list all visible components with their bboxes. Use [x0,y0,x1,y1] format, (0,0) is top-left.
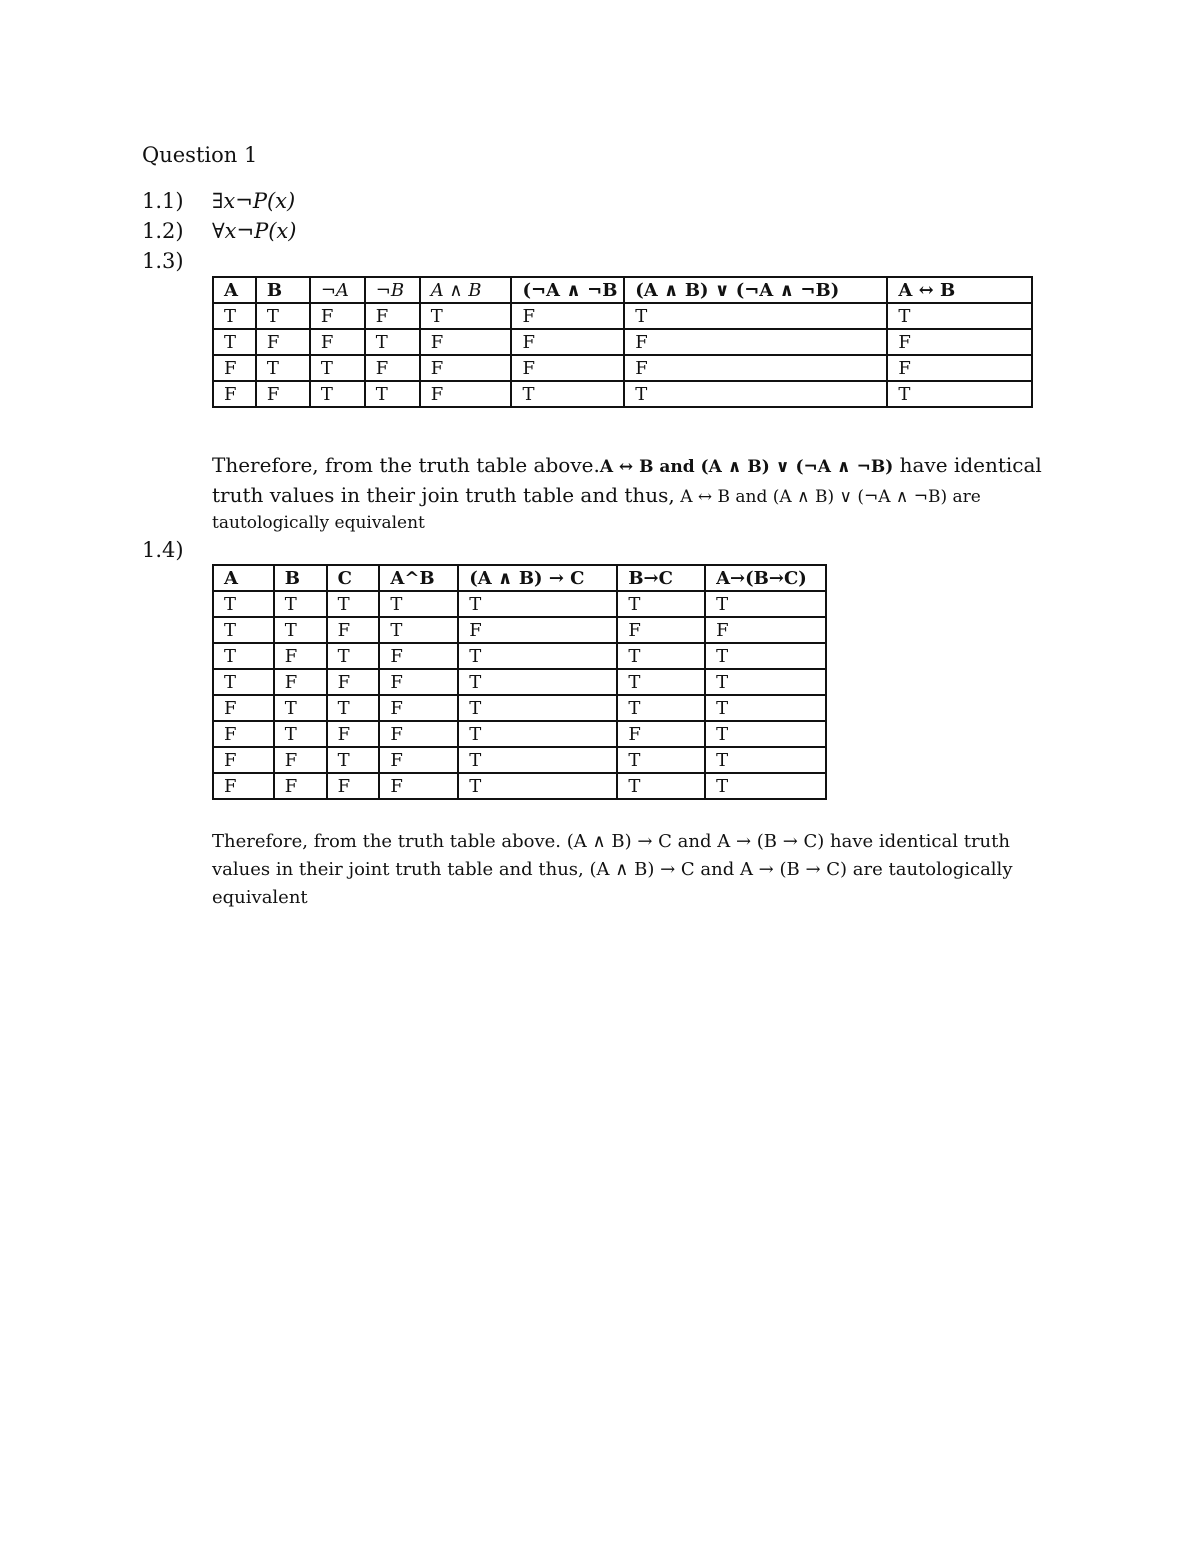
table1-cell: T [887,381,1032,407]
table2-header-cell: A [213,565,274,591]
conclusion-2-line-1: Therefore, from the truth table above. (A ∧ B) → C and A → (B → C) have identical truth [212,831,1010,852]
table1-cell: F [256,381,310,407]
table1-cell: F [365,355,420,381]
table1-header-cell: (A ∧ B) ∨ (¬A ∧ ¬B) [624,277,887,303]
table2-cell: T [327,643,380,669]
table2-row [213,747,826,773]
table2-cell: T [705,773,826,799]
table2-cell: T [458,643,617,669]
table2-cell: F [327,669,380,695]
table2-cell: T [458,591,617,617]
table1-cell: F [420,381,512,407]
table1-cell: T [420,303,512,329]
conclusion-2-line-3: equivalent [212,887,308,908]
table1-header-cell: A [213,277,256,303]
table2-cell: F [379,695,458,721]
table2-cell: T [327,591,380,617]
table2-cell: T [379,617,458,643]
conclusion-1-line-1 [212,450,1042,482]
table1-cell: T [310,355,365,381]
table2-cell: T [617,695,705,721]
table2-cell: F [213,747,274,773]
truth-table-2 [212,564,827,800]
table2-cell: F [379,773,458,799]
table1-cell: T [624,381,887,407]
table2-cell: F [213,695,274,721]
table1-cell: F [511,355,624,381]
table1-cell: T [213,303,256,329]
table1-cell: F [365,303,420,329]
table1-cell: F [213,381,256,407]
table1-cell: T [213,329,256,355]
table2-cell: T [617,747,705,773]
conclusion-1-expression: A ↔ B and (A ∧ B) ∨ (¬A ∧ ¬B) are [674,487,981,507]
table1-cell: T [624,303,887,329]
table2-header-row [213,565,826,591]
conclusion-1-text: truth values in their join truth table and thus, [212,483,675,507]
table1-row [213,381,1032,407]
table2-cell: F [274,773,327,799]
q11-label: 1.1) [142,189,184,213]
table2-header-cell: (A ∧ B) → C [458,565,617,591]
table2-cell: T [274,695,327,721]
table2-header-cell: A→(B→C) [705,565,826,591]
table2-cell: F [379,747,458,773]
table2-cell: T [617,591,705,617]
conclusion-2-line-2: values in their joint truth table and thus, (A ∧ B) → C and A → (B → C) are tautologically [212,859,1013,880]
page-heading: Question 1 [142,143,258,167]
table1-header-cell: A ↔ B [887,277,1032,303]
table2-cell: T [274,591,327,617]
table2-cell: T [274,721,327,747]
table2-cell: T [213,669,274,695]
table2-cell: F [379,721,458,747]
q12-label: 1.2) [142,219,184,243]
table1-header-row [213,277,1032,303]
table2-row [213,695,826,721]
table2-cell: T [458,721,617,747]
table2-cell: T [327,695,380,721]
table1-cell: F [310,303,365,329]
table1-cell: F [256,329,310,355]
table1-cell: F [887,329,1032,355]
table2-cell: F [213,721,274,747]
table2-cell: T [705,669,826,695]
table2-cell: F [213,773,274,799]
q12-expression: ∀x¬P(x) [212,219,297,243]
table2-cell: F [274,643,327,669]
table1-cell: F [310,329,365,355]
table2-cell: T [458,695,617,721]
table1-cell: F [420,329,512,355]
table1-header-cell: ¬B [365,277,420,303]
table2-cell: T [705,695,826,721]
conclusion-1-expression: A ↔ B and (A ∧ B) ∨ (¬A ∧ ¬B) [599,457,894,477]
table2-cell: F [458,617,617,643]
table1-cell: F [511,303,624,329]
table2-cell: T [705,747,826,773]
table2-cell: T [458,747,617,773]
table1-cell: T [887,303,1032,329]
table2-cell: F [617,617,705,643]
conclusion-1-line-3: tautologically equivalent [212,513,425,533]
table1-row [213,329,1032,355]
table2-cell: F [705,617,826,643]
table1-cell: F [420,355,512,381]
table2-cell: T [617,773,705,799]
table1-cell: T [310,381,365,407]
table2-cell: T [458,773,617,799]
table2-cell: T [458,669,617,695]
table1-cell: F [213,355,256,381]
table1-cell: T [365,329,420,355]
table2-cell: T [213,617,274,643]
table2-row [213,773,826,799]
table2-cell: F [274,747,327,773]
table1-cell: F [887,355,1032,381]
table1-cell: F [624,355,887,381]
table2-cell: T [379,591,458,617]
table1-cell: T [256,303,310,329]
table2-row [213,617,826,643]
truth-table-1 [212,276,1033,408]
table2-cell: T [705,643,826,669]
table2-header-cell: C [327,565,380,591]
table2-cell: T [327,747,380,773]
conclusion-1-text: Therefore, from the truth table above. [212,453,600,477]
conclusion-1-text: have identical [893,453,1042,477]
table1-header-cell: ¬A [310,277,365,303]
table2-cell: T [274,617,327,643]
table1-cell: T [256,355,310,381]
table2-header-cell: A^B [379,565,458,591]
table2-cell: T [705,591,826,617]
q11-expression: ∃x¬P(x) [212,189,296,213]
table1-row [213,303,1032,329]
table2-header-cell: B [274,565,327,591]
table1-cell: T [511,381,624,407]
table2-row [213,721,826,747]
table2-cell: F [617,721,705,747]
table1-cell: F [511,329,624,355]
table2-row [213,643,826,669]
table2-cell: F [327,617,380,643]
table1-cell: T [365,381,420,407]
table1-header-cell: A ∧ B [420,277,512,303]
table2-header-cell: B→C [617,565,705,591]
table2-cell: T [705,721,826,747]
table2-cell: F [327,773,380,799]
table2-row [213,669,826,695]
table1-cell: F [624,329,887,355]
table2-cell: T [213,643,274,669]
table2-cell: F [379,669,458,695]
table1-header-cell: (¬A ∧ ¬B [511,277,624,303]
table2-cell: T [617,669,705,695]
table1-header-cell: B [256,277,310,303]
table2-cell: F [379,643,458,669]
table2-row [213,591,826,617]
table2-cell: F [327,721,380,747]
table1-row [213,355,1032,381]
q14-label: 1.4) [142,538,184,562]
table2-cell: F [274,669,327,695]
table2-cell: T [617,643,705,669]
table2-cell: T [213,591,274,617]
q13-label: 1.3) [142,249,184,273]
